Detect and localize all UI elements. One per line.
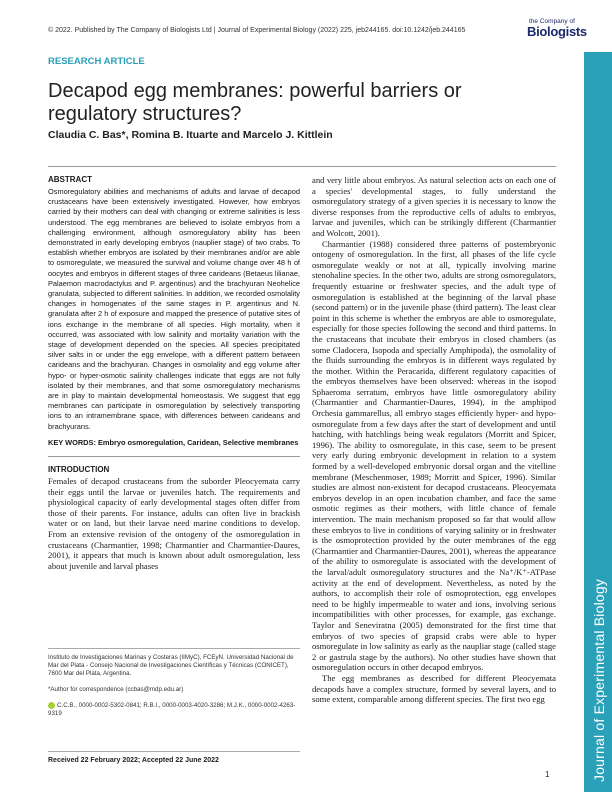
footnote-divider — [48, 648, 300, 649]
divider — [48, 166, 556, 167]
logo-line2: Biologists — [527, 24, 587, 39]
keywords — [48, 438, 300, 448]
left-column — [48, 175, 300, 571]
author-list: Claudia C. Bas*, Romina B. Ituarte and Marcelo J. Kittlein — [48, 129, 333, 141]
keywords-label: KEY WORDS: — [48, 437, 96, 447]
received-dates: Received 22 February 2022; Accepted 22 June 2022 — [48, 757, 219, 764]
affiliation-footnote: Instituto de Investigaciones Marinas y Costeras (IIMyC), FCEyN. Universidad Nacional de Mar del Plata - Consejo Nacional de Investigaciones Científicas y Técnicas (CONICET), 7600 Mar del Plata, Argentina. — [48, 654, 294, 677]
abstract-heading: ABSTRACT — [48, 175, 92, 184]
sidebar-journal-name: Journal of Experimental Biology — [591, 578, 607, 782]
body-paragraph: and very little about embryos. As natural selection acts on each one of a species' developmental stages, to fully understand the osmoregulatory strategy of a given species it is necessary to know the diverse responses from the reproductive cells of adults to embryos, larvae and juveniles, which can be strikingly different (Charmantier and Wolcott, 2001). — [312, 175, 556, 238]
body-paragraph: The egg membranes as described for different Pleocyemata decapods have a complex structure, formed by several layers, and to some extent, comparable among different species. The first two egg — [312, 672, 556, 705]
right-column — [312, 175, 556, 705]
introduction-heading: INTRODUCTION — [48, 465, 110, 475]
correspondence-footnote: *Author for correspondence (ccbas@mdp.edu.ar) — [48, 686, 184, 693]
keywords-text: Embryo osmoregulation, Caridean, Selective membranes — [97, 437, 299, 447]
article-type: RESEARCH ARTICLE — [48, 56, 145, 67]
orcid-ids: C.C.B., 0000-0002-5302-0841; R.B.I., 0000-0003-4020-3286; M.J.K., 0000-0002-4263-9319 — [48, 702, 296, 718]
article-title: Decapod egg membranes: powerful barriers or regulatory structures? — [48, 80, 462, 125]
page-number: 1 — [545, 770, 550, 779]
orcid-footnote — [48, 702, 300, 718]
journal-sidebar — [584, 52, 612, 792]
orcid-icon — [48, 702, 55, 709]
citation-header: © 2022. Published by The Company of Biologists Ltd | Journal of Experimental Biology (2022) 225, jeb244165. doi:10.1242/jeb.244165 — [48, 27, 466, 34]
introduction-paragraph: Females of decapod crustaceans from the suborder Pleocyemata carry their eggs until the larvae or juveniles hatch. The requirements and physiological capacity of early developmental stages often differ from those of their parents. For instance, adults can often live in brackish water or on land, but their larvae need marine conditions to develop. From an extensive revision of the ontogeny of the osmoregulation in crustaceans (Charmantier, 1998; Charmantier and Charmantier-Daures, 2001), it appears that much is known about adult osmoregulation, less about juvenile and larval phases — [48, 476, 300, 571]
footnote-divider — [48, 751, 300, 752]
divider — [48, 456, 300, 457]
publisher-logo — [527, 18, 587, 48]
body-paragraph: Charmantier (1988) considered three patterns of postembryonic ontogeny of osmoregulation. In the first, all phases of the life cycle osmoregulate weakly or not at all, typically involving marine stenohaline species. In the other two, adults are strong osmoregulators, frequently estuarine or freshwater species, and the adult type of osmoregulation is established at the beginning of the larval phase (second pattern) or in the juvenile phase (third pattern). The least clear point in this scheme is whether the embryos are able to osmoregulate, especially for those species following the second and third patterns. In the crustaceans that incubate their embryos in closed chambers (as some Cladocera, Isopoda and specially Amphipoda), the osmolality of the fluids surrounding the embryos is in different ways regulated by the mother. Within the Peracarida, different regulatory capacities of the embryos themselves have been observed: whereas in the isopod Sphaeroma serratum, embryos have little osmoregulatory ability (Charmantier and Charmantier-Daures, 1994), in the amphipod Orchesia gammarellus, all embryo stages efficiently hyper- and hypo-osmoregulate from a few days after the start of development and until hatching, with hatchlings being weak regulators (Morritt and Spicer, 1996). The ability to osmoregulate, in this case, seem to be present very early during embryonic development in relation to a system formed by a well-developed embryonic dorsal organ and the vitelline membrane (Meschenmoser, 1989; Morritt and Spicer, 1996). Similar studies are almost non-existent for decapod crustaceans. Pleocyemata embryos develop in an open incubation chamber, and face the same osmotic regimes as their mothers, with little chance of female intervention. The main mechanism proposed so far that would allow these embryos to live in conditions of varying salinity or in freshwater is the osmoprotection provided by the outer membranes of the egg (Charmantier and Charmantier-Daures, 2001), whereas the appearance of the ability to osmoregulate is associated with the development of the larval/adult osmoregulatory structures and the Na⁺/K⁺-ATPase activity at the end of development. Nevertheless, as noted by the authors, to accomplish their role of osmoprotection, egg envelopes need to be highly impermeable to water and ions, involving serious incompatibilities with other processes, for example, gas exchange. Taylor and Seneviratna (2005) demonstrated for the first time that embryos of two species of grapsid crabs were able to hyper osmoregulate in low salinity as early as the naupliar stage (called stage 2 or gastrula stage by the authors). No other studies have shown that osmoregulation occurs in other decapod embryos. — [312, 238, 556, 673]
logo-line1: the Company of — [529, 18, 575, 25]
abstract-text: Osmoregulatory abilities and mechanisms of adults and larvae of decapod crustaceans have been extensively investigated. However, how embryos carried by their mothers can deal with changing or extreme salinities is less understood. The egg membranes are believed to isolate embryos from a challenging environment, although osmoregulatory ability has been demonstrated in early developing embryos (nauplier stage) of two crabs. To establish whether embryos are isolated by their membranes and/or are able to osmoregulate, we measured the survival and volume change over 48 h of oocytes and embryos in different stages of three carideans (Betaeus lilianae, Palaemon macrodactylus and P. argentinus) and the brachyuran Neohelice granulata, subjected to different salinities. In addition, we recorded osmolality changes in homogenates of the same stages in P. argentinus and N. granulata after 2 h of exposure and mapped the presence of putative sites of ions exchange in the membrane of all species. High mortality, when it occurred, was associated with low salinity and mortality variation with the stage of development depended on the species. All species precipitated silver salts in or under the egg envelope, with a different pattern between carideans and the brachyuran. Changes in osmolality and egg volume after hypo- or hyper-osmotic salinity challenges indicate that eggs are not fully isolated by their membranes, and that some osmoregulatory mechanisms are in play to maintain developmental homeostasis. We suggest that egg membranes can participate in osmoregulation by selectively transporting ions to an intramembrane space, with differences between carideans and brachyurans. — [48, 187, 300, 431]
